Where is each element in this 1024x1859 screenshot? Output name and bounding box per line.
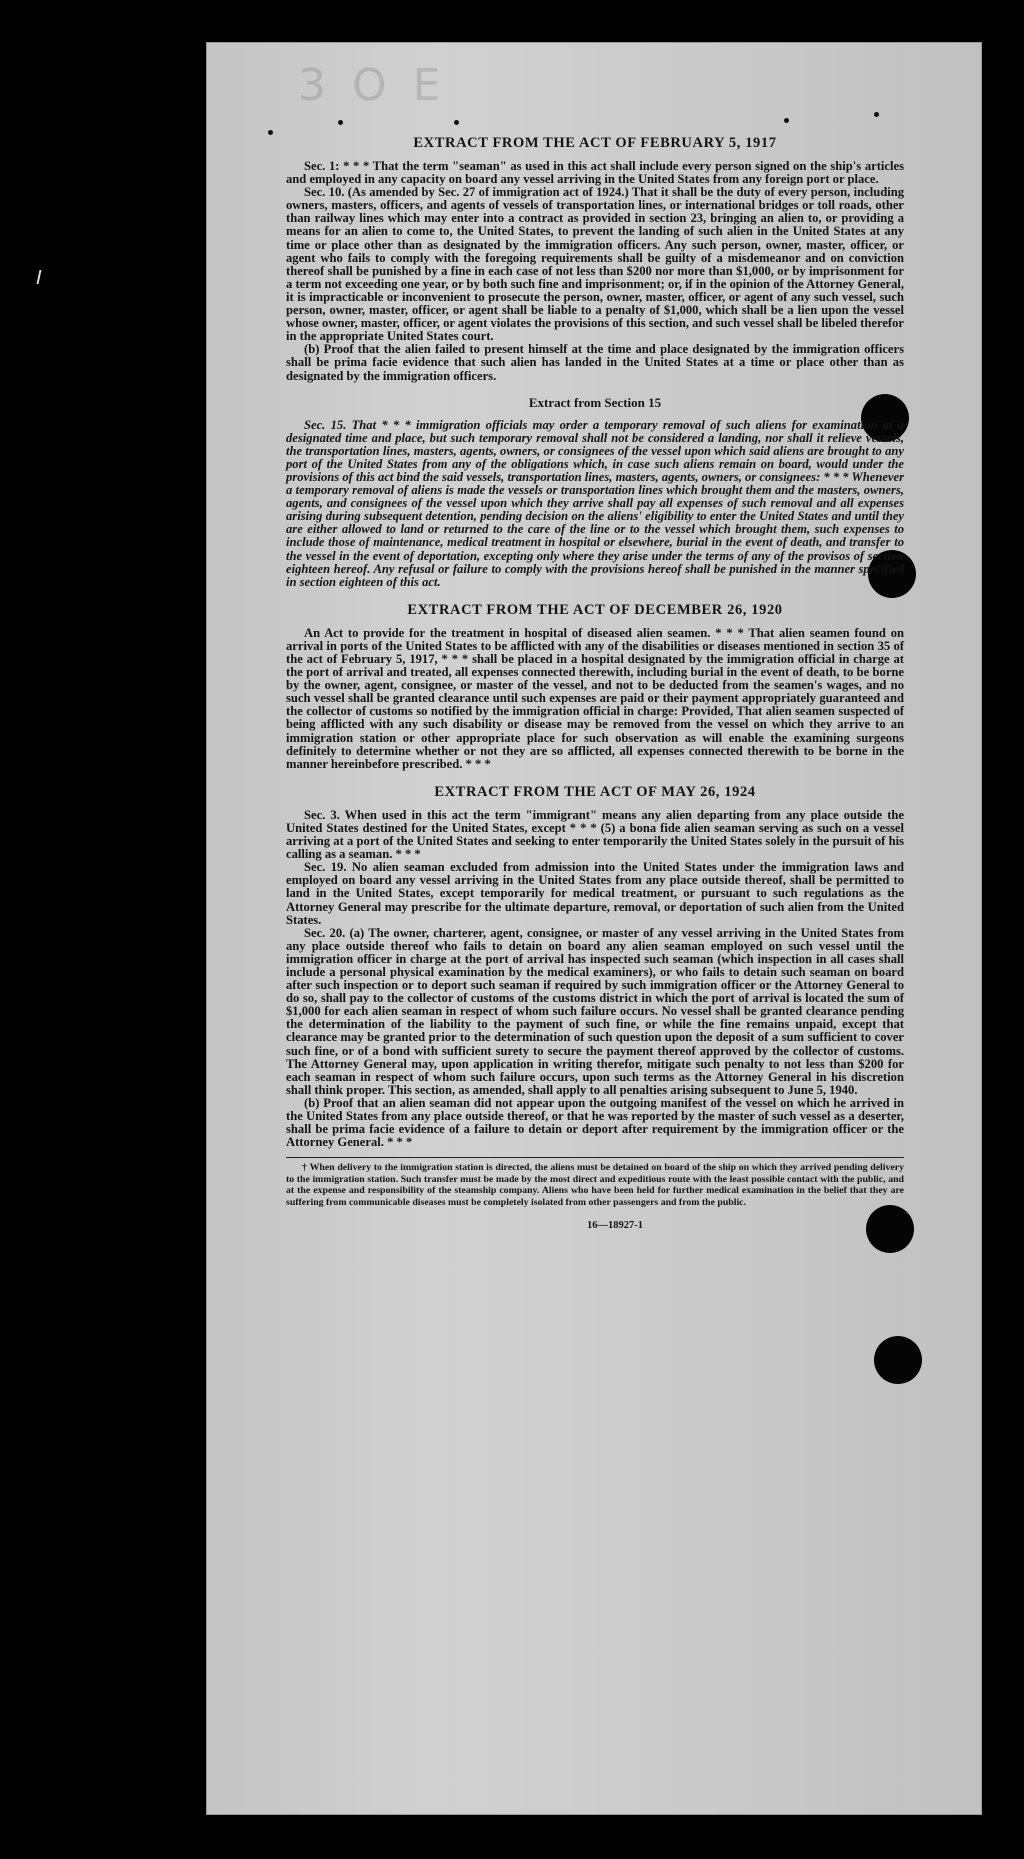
paragraph: Sec. 20. (a) The owner, charterer, agent, consignee, or master of any vessel arriving in the United States from any place outside thereof who fails to detain on board any alien seaman employed on such vessel until the immigration officer in charge at the port of arrival has inspected such seaman (which inspection in all cases shall include a personal physical examination by the medical examiners), or who fails to detain such seaman on board after such inspection or to deport such seaman if required by such immigration officer or the Attorney General to do so, shall pay to the collector of customs of the customs district in which the port of arrival is located the sum of $1,000 for each alien seaman in respect of whom such failure occurs. No vessel shall be granted clearance pending the determination of the liability to the payment of such fine, or while the fine remains unpaid, except that clearance may be granted prior to the determination of such question upon the deposit of a sum sufficient to cover such fine, or of a bond with sufficient surety to secure the payment thereof approved by the collector of customs. The Attorney General may, upon application in writing therefor, mitigate such penalty to not less than $200 for each seaman in respect of whom such failure occurs, upon such terms as the Attorney General in his discretion shall think proper. This section, as amended, shall apply to all penalties arising subsequent to June 5, 1940. [286,925,904,1097]
scan-artifact [37,270,51,284]
paragraph: An Act to provide for the treatment in hospital of diseased alien seamen. * * * That alien seamen found on arrival in ports of the United States to be afflicted with any of the disabilities or diseases mentioned in section 35 of the act of February 5, 1917, * * * shall be placed in a hospital designated by the immigration official in charge at the port of arrival and treated, all expenses connected therewith, including burial in the event of death, to be borne by the owner, agent, consignee, or master of the vessel, and not to be deducted from the seamen's wages, and no such vessel shall be granted clearance until such expenses are paid or their payment appropriately guaranteed and the collector of customs so notified by the immigration official in charge: Provided, That alien seamen suspected of being afflicted with any such disability or disease may be removed from the vessel on which they arrive to an immigration station or other appropriate place for such observation as will enable the examining surgeons definitely to determine whether or not they are so afflicted, all expenses connected therewith to be borne in the manner hereinbefore prescribed. * * * [286,625,904,771]
section-heading: EXTRACT FROM THE ACT OF FEBRUARY 5, 1917 [413,135,777,151]
paragraph: (b) Proof that an alien seaman did not appear upon the outgoing manifest of the vessel on which he arrived in the United States from any place outside thereof, or that he was reported by the master of such vessel as a deserter, shall be prima facie evidence of a failure to detain or deport after requirement by the immigration officer or the Attorney General. * * * [286,1095,904,1150]
ink-speck [784,118,789,123]
ink-speck [874,112,879,117]
section-heading: EXTRACT FROM THE ACT OF MAY 26, 1924 [434,783,756,800]
ink-speck [454,120,459,125]
footnote-divider [286,1157,904,1158]
footnote: † When delivery to the immigration station is directed, the aliens must be detained on board of the ship on which they arrived pending delivery to the immigration station. Such transfer must be made by the most direct and expeditious route with the least possible contact with the public, and at the expense and responsibility of the steamship company. Aliens who have been held for further medical examination in the belief that they are suffering from communicable diseases must be completely isolated from other passengers and from the public. [286,1162,904,1208]
paragraph: Sec. 15. That * * * immigration officials may order a temporary removal of such aliens for examination at a designated time and place, but such temporary removal shall not be considered a landing, nor shall it relieve vessels, the transportation lines, masters, agents, owners, or consignees of the vessel upon which said aliens are brought to any port of the United States from any of the obligations which, in case such aliens remain on board, would under the provisions of this act bind the said vessels, transportation lines, masters, agents, owners, or consignees: * * * Whenever a temporary removal of aliens is made the vessels or transportation lines which brought them and the masters, owners, agents, and consignees of the vessel upon which they arrive shall pay all expenses of such removal and all expenses arising during subsequent detention, pending decision on the aliens' eligibility to enter the United States and until they are either allowed to land or returned to the care of the line or to the vessel which brought them, such expenses to include those of maintenance, medical treatment in hospital or elsewhere, burial in the event of death, and transfer to the vessel in the event of deportation, excepting only where they arise under the terms of any of the provisos of section eighteen hereof. Any refusal or failure to comply with the provisions hereof shall be punished in the manner specified in section eighteen of this act. [286,417,904,589]
paragraph: Sec. 1: * * * That the term "seaman" as used in this act shall include every person signed on the ship's articles and employed in any capacity on board any vessel arriving in the United States from any foreign port or place. [286,159,904,187]
bleed-through-mark: 3 O E [298,60,447,111]
section-heading: EXTRACT FROM THE ACT OF DECEMBER 26, 1920 [407,601,783,618]
paragraph: Sec. 19. No alien seaman excluded from admission into the United States under the immigration laws and employed on board any vessel arriving in the United States from any place outside thereof, shall be permitted to land in the United States, except temporarily for medical treatment, or pursuant to such regulations as the Attorney General may prescribe for the ultimate departure, removal, or deportation of such alien from the United States. [286,860,904,927]
subsection-heading: Extract from Section 15 [528,394,662,410]
paragraph: Sec. 3. When used in this act the term "immigrant" means any alien departing from any place outside the United States destined for the United States, except * * * (5) a bona fide alien seaman serving as such on a vessel arriving at a port of the United States and seeking to enter temporarily the United States solely in the pursuit of his calling as a seaman. * * * [286,807,904,862]
document-body [286,133,904,1231]
paragraph: Sec. 10. (As amended by Sec. 27 of immigration act of 1924.) That it shall be the duty of every person, including owners, masters, officers, and agents of vessels of transportation lines, or international bridges or toll roads, other than railway lines which may enter into a contract as provided in section 23, bringing an alien to, or providing a means for an alien to come to, the United States, to prevent the landing of such alien in the United States at any time or place other than as designated by the immigration officers. Any such person, owner, master, officer, or agent who fails to comply with the foregoing requirements shall be guilty of a misdemeanor and on conviction thereof shall be punished by a fine in each case of not less than $200 nor more than $1,000, or by imprisonment for a term not exceeding one year, or by both such fine and imprisonment; or, if in the opinion of the Attorney General, it is impracticable or inconvenient to prosecute the person, owner, master, officer, or agent of any such vessel, such person, owner, master, officer, or agent shall be liable to a penalty of $1,000, which shall be a lien upon the vessel whose owner, master, officer, or agent violates the provisions of this section, and such vessel shall be libeled therefor in the appropriate United States court. [286,185,905,344]
ink-speck [338,120,343,125]
ink-speck [268,130,273,135]
paragraph: (b) Proof that the alien failed to present himself at the time and place designated by the immigration officers shall be prima facie evidence that such alien has landed in the United States at a time or place other than as designated by the immigration officers. [286,342,904,383]
document-paper [206,42,982,1815]
form-number: 16—18927-1 [587,1219,643,1231]
punch-hole [874,1336,922,1384]
